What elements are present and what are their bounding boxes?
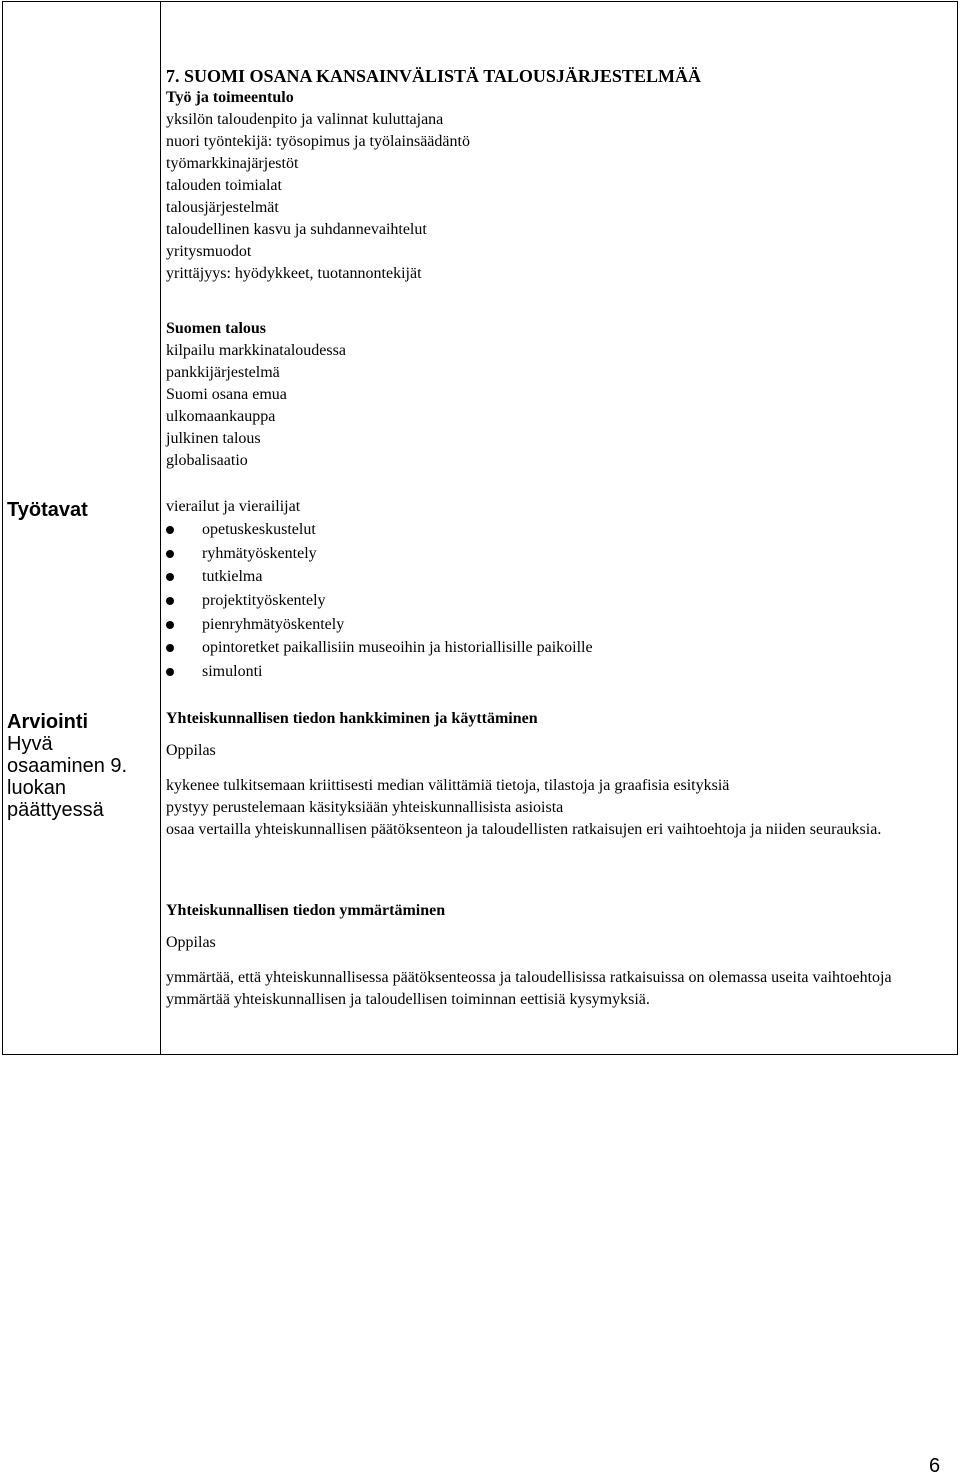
page-number: 6 bbox=[929, 1455, 941, 1477]
block1-item: kykenee tulkitsemaan kriittisesti median välittämiä tietoja, tilastoja ja graafisia esityksiä bbox=[166, 777, 730, 794]
arviointi-label: Arviointi bbox=[7, 711, 89, 733]
block2-subject: Oppilas bbox=[166, 934, 216, 951]
arviointi-label-block bbox=[7, 711, 127, 821]
bullet-item: pienryhmätyöskentely bbox=[166, 613, 593, 637]
arviointi-block-2 bbox=[166, 900, 951, 1011]
tyotavat-intro: vierailut ja vierailijat bbox=[166, 498, 301, 515]
list-item: taloudellinen kasvu ja suhdannevaihtelut bbox=[166, 221, 427, 238]
group-title-suomen-talous: Suomen talous bbox=[166, 320, 267, 337]
bullet-icon bbox=[166, 597, 174, 605]
bullet-icon bbox=[166, 644, 174, 652]
bullet-item: opetuskeskustelut bbox=[166, 518, 593, 542]
bullet-item: simulonti bbox=[166, 660, 593, 684]
block1-title: Yhteiskunnallisen tiedon hankkiminen ja käyttäminen bbox=[166, 710, 538, 727]
list-item: yritysmuodot bbox=[166, 243, 252, 260]
tyotavat-content bbox=[166, 496, 593, 684]
group-title-tyo: Työ ja toimeentulo bbox=[166, 89, 294, 106]
list-item: Suomi osana emua bbox=[166, 386, 287, 403]
list-item: pankkijärjestelmä bbox=[166, 364, 280, 381]
list-item: työmarkkinajärjestöt bbox=[166, 155, 299, 172]
bullet-icon bbox=[166, 550, 174, 558]
list-item: kilpailu markkinataloudessa bbox=[166, 342, 346, 359]
block1-item: osaa vertailla yhteiskunnallisen päätöksenteon ja taloudellisten ratkaisujen eri vaihtoehtoja ja niiden seurauksia. bbox=[166, 821, 882, 838]
arviointi-sub-1: Hyvä bbox=[7, 733, 53, 755]
arviointi-sub-2: osaaminen 9. bbox=[7, 755, 128, 777]
list-item: yrittäjyys: hyödykkeet, tuotannontekijät bbox=[166, 265, 422, 282]
suomen-talous-block bbox=[166, 318, 346, 472]
bullet-icon bbox=[166, 668, 174, 676]
block1-item: pystyy perustelemaan käsityksiään yhteiskunnallisista asioista bbox=[166, 799, 564, 816]
bullet-item: ryhmätyöskentely bbox=[166, 542, 593, 566]
block2-text: ymmärtää, että yhteiskunnallisessa päätöksenteossa ja taloudellisissa ratkaisuissa on olemassa useita vaihtoehtoja ymmärtää yhteiskunnallisen ja taloudellisen toiminnan eettisiä kysymyksiä. bbox=[166, 969, 892, 1008]
list-item: ulkomaankauppa bbox=[166, 408, 276, 425]
bullet-item: opintoretket paikallisiin museoihin ja historiallisille paikoille bbox=[166, 636, 593, 660]
list-item: talouden toimialat bbox=[166, 177, 282, 194]
list-item: julkinen talous bbox=[166, 430, 261, 447]
list-item: globalisaatio bbox=[166, 452, 248, 469]
section-content bbox=[166, 65, 701, 285]
bullet-item: tutkielma bbox=[166, 565, 593, 589]
column-divider bbox=[160, 2, 161, 1054]
tyotavat-bullet-list bbox=[166, 518, 593, 684]
list-item: yksilön taloudenpito ja valinnat kuluttajana bbox=[166, 111, 444, 128]
arviointi-block-1 bbox=[166, 708, 960, 841]
tyotavat-label: Työtavat bbox=[7, 499, 88, 521]
block1-subject: Oppilas bbox=[166, 742, 216, 759]
section-heading: 7. SUOMI OSANA KANSAINVÄLISTÄ TALOUSJÄRJESTELMÄÄ bbox=[166, 66, 701, 86]
arviointi-sub-3: luokan bbox=[7, 777, 66, 799]
list-item: talousjärjestelmät bbox=[166, 199, 279, 216]
block2-title: Yhteiskunnallisen tiedon ymmärtäminen bbox=[166, 902, 446, 919]
bullet-icon bbox=[166, 526, 174, 534]
bullet-icon bbox=[166, 621, 174, 629]
arviointi-sub-4: päättyessä bbox=[7, 799, 104, 821]
bullet-icon bbox=[166, 573, 174, 581]
list-item: nuori työntekijä: työsopimus ja työlainsäädäntö bbox=[166, 133, 470, 150]
bullet-item: projektityöskentely bbox=[166, 589, 593, 613]
